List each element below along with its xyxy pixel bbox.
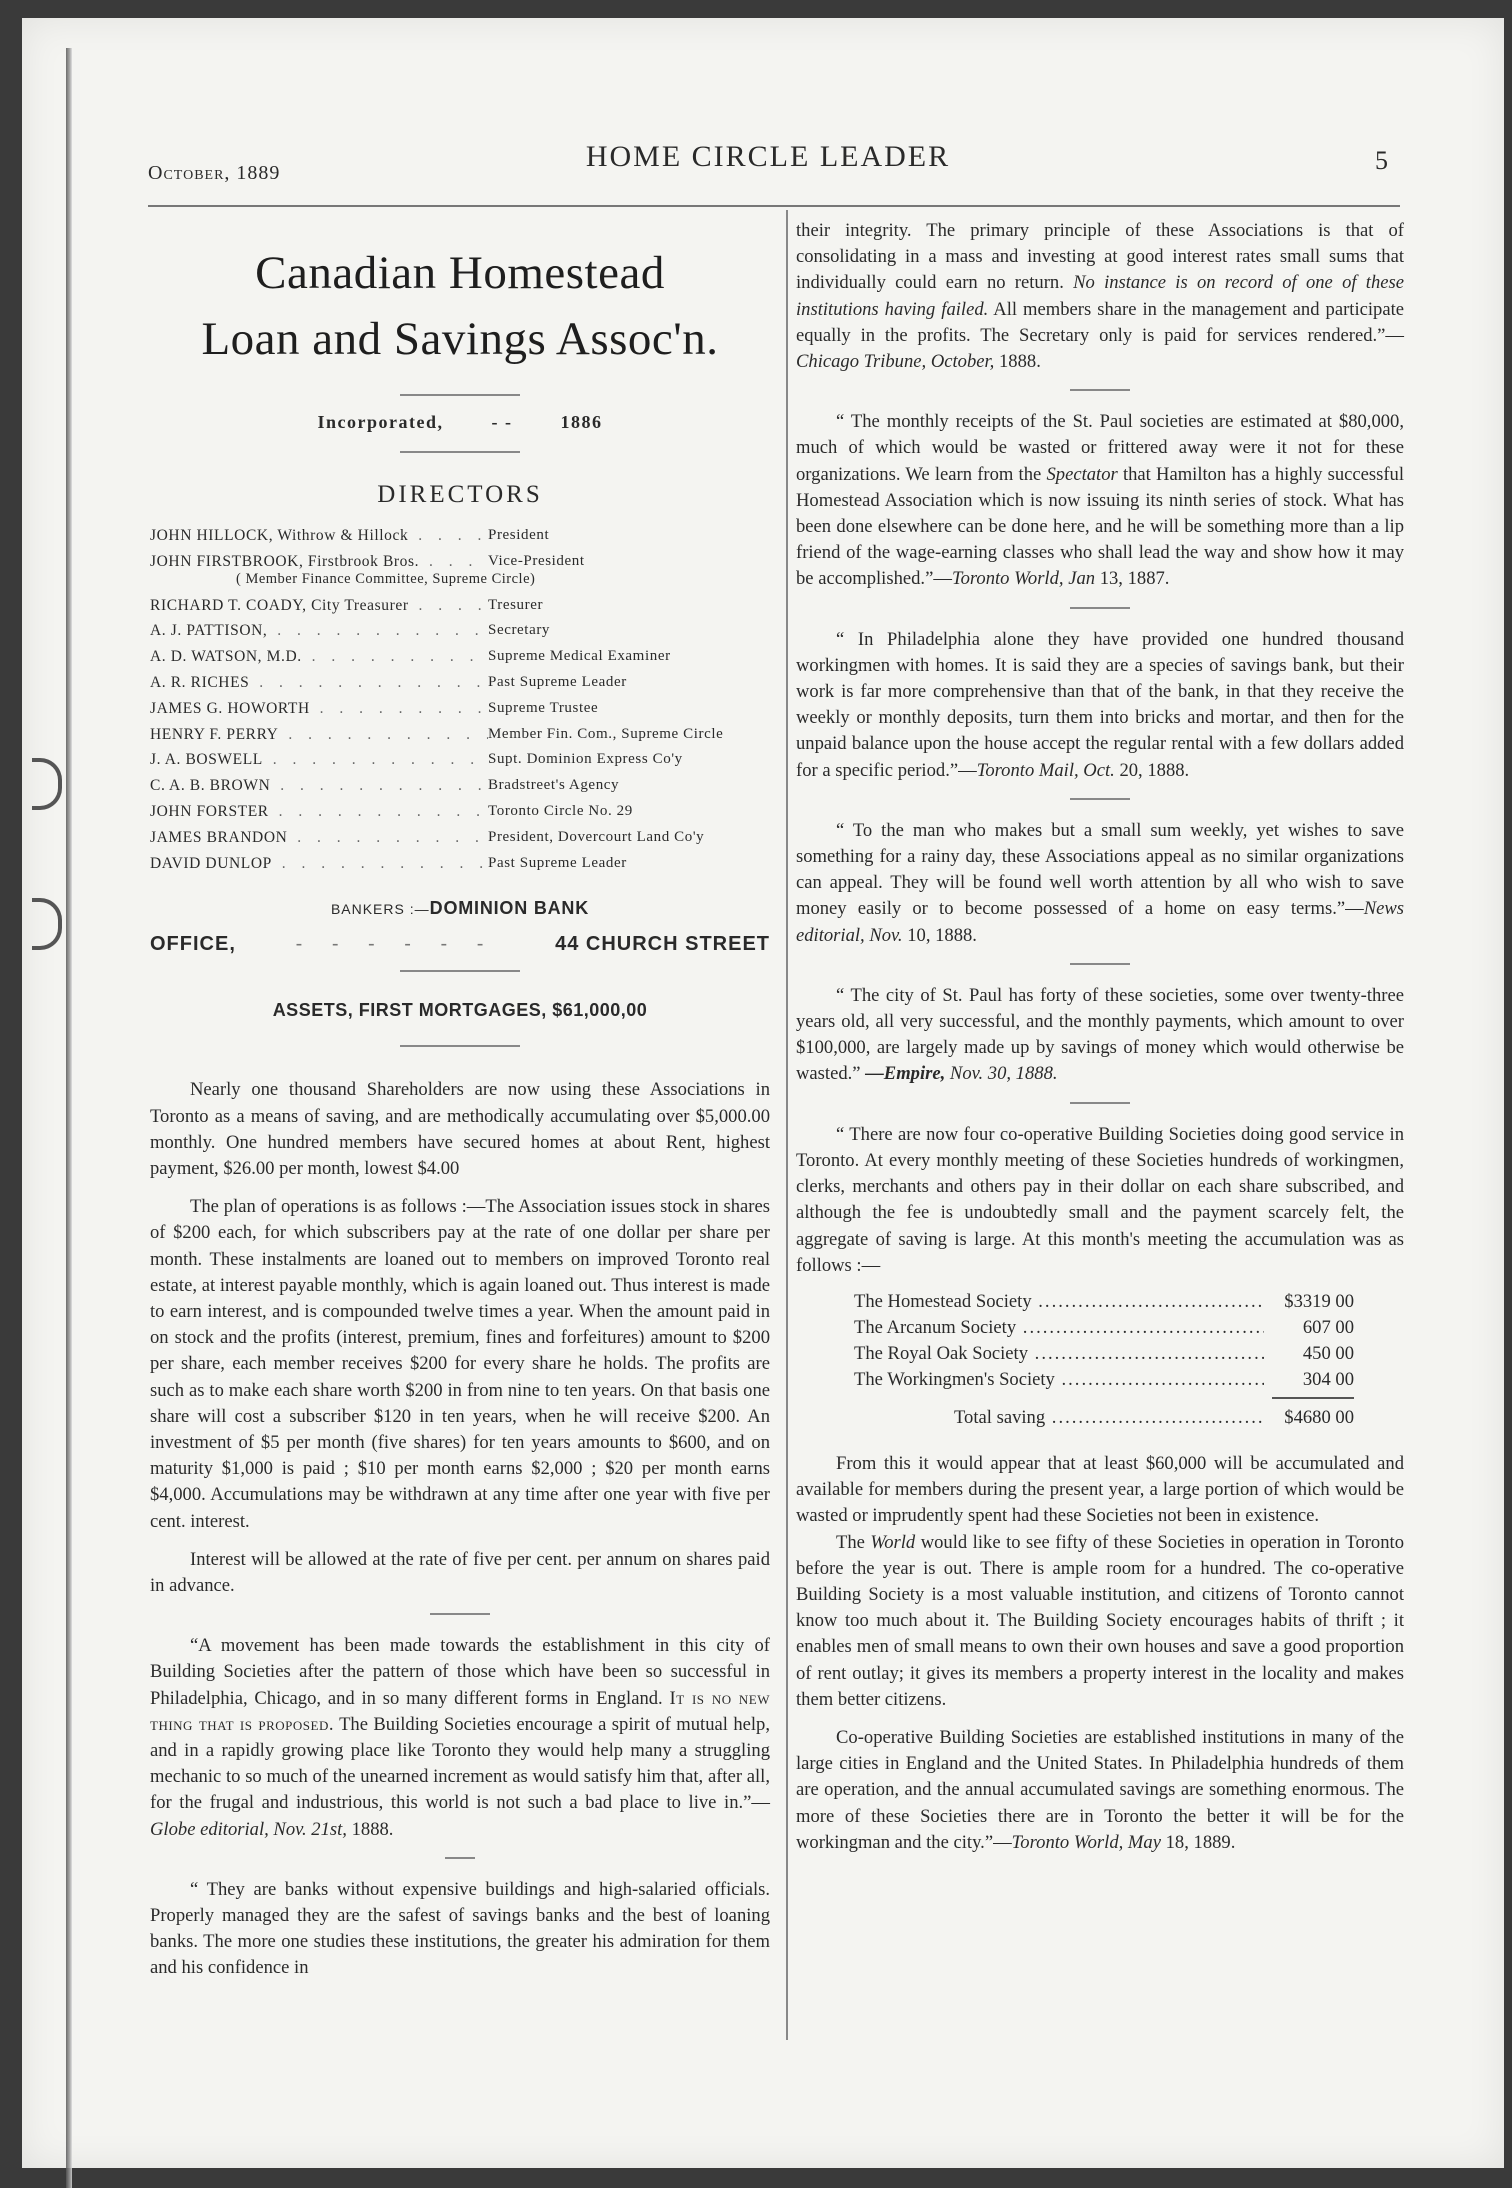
paragraph: Nearly one thousand Shareholders are now using these Associations in Toronto as a means of saving, and are methodically accumulating over $5,000.00 monthly. One hundred members have secured homes at about Rent, highest payment, $26.00 per month, lowest $4.00 [150,1079,770,1179]
divider [1070,798,1130,800]
divider [400,970,520,972]
divider [430,1613,490,1615]
savings-table [854,1289,1354,1431]
header-rule [148,205,1400,207]
table-row: The Royal Oak Society ..... 450 00 [854,1341,1354,1367]
director-row: RICHARD T. COADY, City Treasurer . . . Tresurer [150,593,770,619]
quote-paragraph: “ To the man who makes but a small sum weekly, yet wishes to save something for a rainy day, these Associations appeal as no similar organizations can appeal. They will be found well worth attention by all who wish to save money easily or to become possessed of a home on easy terms.”—News editorial, Nov. 10, 1888. [796,819,1404,946]
total-row: Total saving ..... $4680 00 [854,1405,1354,1431]
paragraph: The plan of operations is as follows :—The Association issues stock in shares of $200 each, for which subscribers pay at the rate of one dollar per share per month. These instalments are loaned out to members on improved Toronto real estate, at interest payable monthly, which is again loaned out. Thus interest is made to earn interest, and is compounded twelve times a year. When the amount paid in on stock and the profits (interest, premium, fines and forfeitures) amount to $200 per share, each member receives $200 for every share he holds. The profits are such as to make each share worth $200 in from nine to ten years. On that basis one share will cost a subscriber $120 in ten years, when he will receive $200. An investment of $5 per month (five shares) for ten years amounts to $600, and on maturity $1,000 is paid ; $10 per month earns $2,000 ; $20 per month earns $4,000. Accumulations may be withdrawn at any time after one year with five per cent. interest. [150,1196,770,1532]
director-row: HENRY F. PERRY . . . Member Fin. Com., Supreme Circle [150,722,770,748]
director-row: A. D. WATSON, M.D. . . . Supreme Medical Examiner [150,644,770,670]
divider [445,1857,475,1859]
publication-title: HOME CIRCLE LEADER [585,140,951,173]
director-row: A. J. PATTISON, . . . Secretary [150,618,770,644]
quote-paragraph: “ There are now four co-operative Building Societies doing good service in Toronto. At every monthly meeting of these Societies hundreds of workingmen, clerks, merchants and others pay in their dollar on each share subscribed, and although the fee is undoubtedly small and the payment scarcely felt, the aggregate of saving is large. At this month's meeting the accumulation was as follows :— [796,1123,1404,1276]
paragraph: Interest will be allowed at the rate of five per cent. per annum on shares paid in advance. [150,1548,770,1597]
director-note: ( Member Finance Committee, Supreme Circle) [236,570,536,587]
director-row: A. R. RICHES . . . Past Supreme Leader [150,670,770,696]
column-divider [786,210,788,2040]
right-column [796,218,1404,1856]
table-row: The Arcanum Society ..... 607 00 [854,1315,1354,1341]
divider [1070,963,1130,965]
directors-list [150,523,770,876]
table-row: The Workingmen's Society ..... 304 00 [854,1367,1354,1393]
incorporated-line: Incorporated, - - 1886 [317,412,603,432]
office-line: OFFICE, - - - - - - 44 CHURCH STREET [150,933,770,956]
director-row: JAMES BRANDON . . . President, Dovercourt Land Co'y [150,825,770,851]
quote-paragraph: Co-operative Building Societies are established institutions in many of the large cities in England and the United States. In Philadelphia hundreds of them are operation, and the annual accumulated savings are something enormous. The more of these Societies there are in Toronto the better it will be for the workingman and the city.”—Toronto World, May 18, 1889. [796,1726,1404,1853]
bankers-line: BANKERS :—DOMINION BANK [330,898,590,919]
total-rule [1272,1397,1354,1399]
page-number: 5 [1375,146,1388,175]
quote-paragraph: their integrity. The primary principle of these Associations is that of consolidating in a mass and investing at good interest rates small sums that individually could earn no return. No instance is on record of one of these institutions having failed. All members share in the management and participate equally in the profits. The Secretary only is paid for services rendered.”—Chicago Tribune, October, 1888. [796,220,1404,373]
divider [1070,1102,1130,1104]
divider [400,1045,520,1047]
binder-ring [32,758,62,810]
quote-paragraph: “A movement has been made towards the establishment in this city of Building Societies after the pattern of those which have been so successful in Philadelphia, Chicago, and in so many different forms in England. It is no new thing that is proposed. The Building Societies encourage a spirit of mutual help, and in a rapidly growing place like Toronto they would help many a struggling mechanic to so much of the unearned increment as would satisfy him that, after all, for the frugal and industrious, this world is not such a bad place to live in.”—Globe editorial, Nov. 21st, 1888. [150,1635,771,1840]
table-row: The Homestead Society ..... $3319 00 [854,1289,1354,1315]
divider [400,394,520,396]
director-row: JAMES G. HOWORTH . . . Supreme Trustee [150,696,770,722]
binding-edge [66,48,72,2188]
divider [400,451,520,453]
assets-line: ASSETS, FIRST MORTGAGES, $61,000,00 [272,1000,648,1021]
quote-paragraph: “ In Philadelphia alone they have provided one hundred thousand workingmen with homes. It is said they are a species of savings bank, but their work is far more comprehensive than that of the bank, in that they receive the weekly or monthly deposits, turn them into bricks and mortar, and then for the unpaid balance upon the house accept the regular rental with a few dollars added for a specific period.”—Toronto Mail, Oct. 20, 1888. [796,628,1404,781]
director-row: JOHN FORSTER . . . Toronto Circle No. 29 [150,799,770,825]
director-row: JOHN FIRSTBROOK, Firstbrook Bros. . . . Vice-President [150,549,770,575]
divider [1070,389,1130,391]
left-column [150,225,770,1982]
quote-paragraph: “ They are banks without expensive buildings and high-salaried officials. Properly managed they are the safest of savings banks and the best of loaning banks. The more one studies these institutions, the greater his admiration for them and his confidence in [150,1878,770,1979]
issue-date: October, 1889 [148,162,281,184]
director-row: J. A. BOSWELL . . . Supt. Dominion Express Co'y [150,747,770,773]
director-row: C. A. B. BROWN . . . Bradstreet's Agency [150,773,770,799]
divider [1070,607,1130,609]
association-title: Canadian Homestead Loan and Savings Assoc'n. [201,247,719,365]
quote-paragraph: “ The city of St. Paul has forty of these societies, some over twenty-three years old, all very successful, and the monthly payments, which amount to over $100,000, are largely made up by savings of money which would otherwise be wasted.” —Empire, Nov. 30, 1888. [796,984,1404,1085]
page-header [148,140,1388,184]
directors-heading: DIRECTORS [377,481,543,508]
paragraph: From this it would appear that at least $60,000 will be accumulated and available for members during the present year, a large portion of which would be wasted or imprudently spent had these Societies not been in existence. [796,1452,1404,1527]
paragraph: The World would like to see fifty of these Societies in operation in Toronto before the year is out. There is ample room for a hundred. The co-operative Building Society is a most valuable institution, and citizens of Toronto cannot know too much about it. The Building Society encourages habits of thrift ; it enables men of small means to own their own houses and save a good proportion of rent outlay; it gives its members a property interest in the locality and makes them better citizens. [796,1531,1404,1710]
binder-ring [32,898,62,950]
director-row: DAVID DUNLOP . . . Past Supreme Leader [150,851,770,877]
quote-paragraph: “ The monthly receipts of the St. Paul societies are estimated at $80,000, much of which would be wasted or frittered away were it not for these organizations. We learn from the Spectator that Hamilton has a highly successful Homestead Association which is now issuing its ninth series of stock. What has been done elsewhere can be done here, and he will be something more than a lip friend of the wage-earning classes who shall lead the way and show how it may be accomplished.”—Toronto World, Jan 13, 1887. [796,411,1404,590]
director-row: JOHN HILLOCK, Withrow & Hillock . . . President [150,523,770,549]
